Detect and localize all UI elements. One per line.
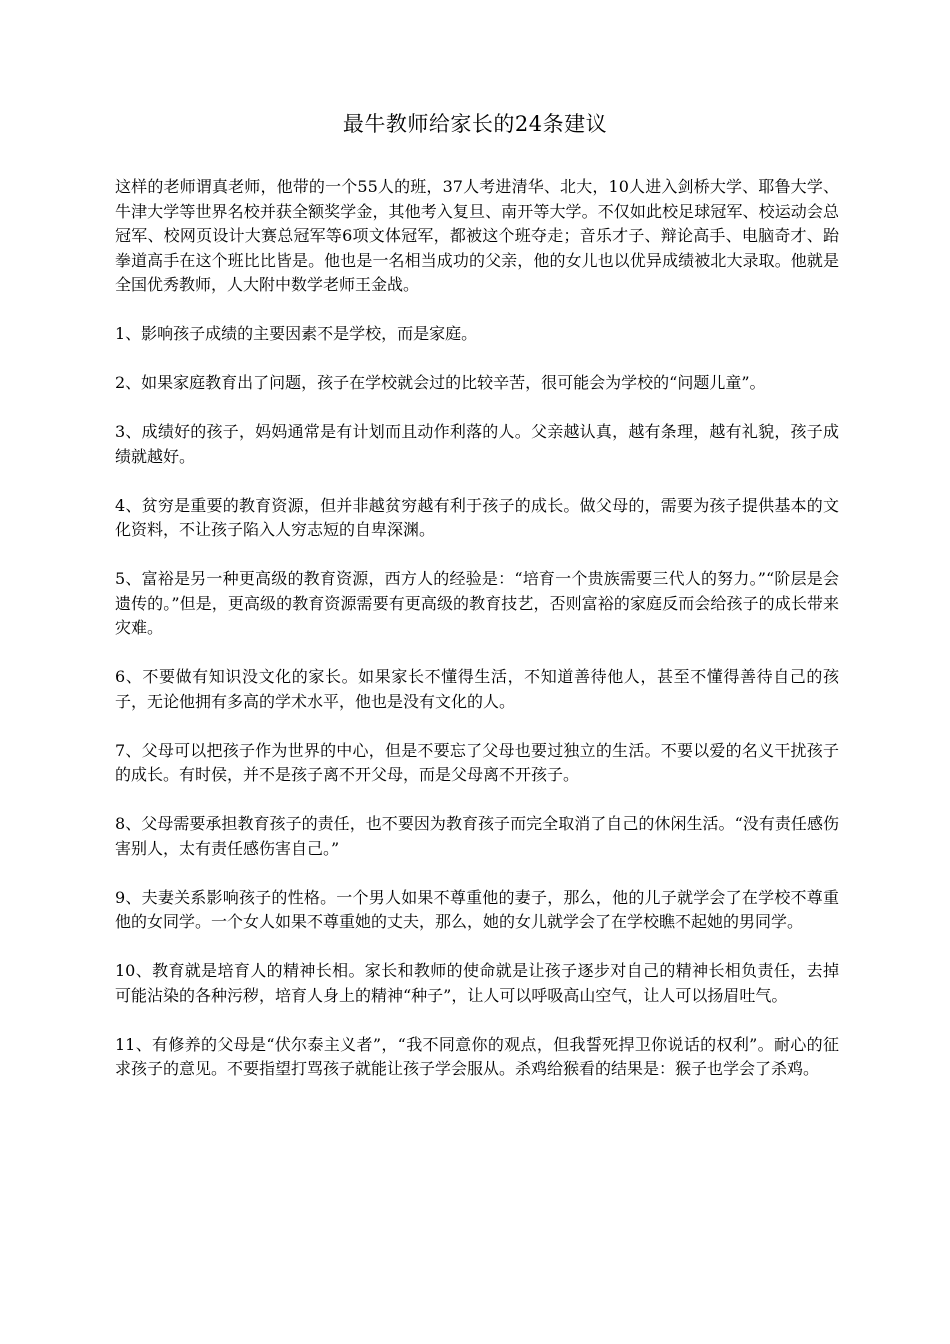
suggestion-item-6: 6、不要做有知识没文化的家长。如果家长不懂得生活，不知道善待他人，甚至不懂得善待自己的孩子，无论他拥有多高的学术水平，他也是没有文化的人。: [115, 667, 839, 711]
suggestion-item-8: 8、父母需要承担教育孩子的责任，也不要因为教育孩子而完全取消了自己的休闲生活。“没有责任感伤害别人，太有责任感伤害自己。”: [115, 814, 839, 858]
suggestion-item-10: 10、教育就是培育人的精神长相。家长和教师的使命就是让孩子逐步对自己的精神长相负责任，去掉可能沾染的各种污秽，培育人身上的精神“种子”，让人可以呼吸高山空气，让人可以扬眉吐气。: [115, 961, 839, 1005]
suggestion-item-5: 5、富裕是另一种更高级的教育资源，西方人的经验是：“培育一个贵族需要三代人的努力。”“阶层是会遗传的。”但是，更高级的教育资源需要有更高级的教育技艺，否则富裕的家庭反而会给孩子的成长带来灾难。: [115, 569, 839, 637]
suggestion-item-2: 2、如果家庭教育出了问题，孩子在学校就会过的比较辛苦，很可能会为学校的“问题儿童”。: [115, 373, 766, 392]
intro-paragraph: 这样的老师谓真老师，他带的一个55人的班，37人考进清华、北大，10人进入剑桥大学、耶鲁大学、牛津大学等世界名校并获全额奖学金，其他考入复旦、南开等大学。不仅如此校足球冠军、校运动会总冠军、校网页设计大赛总冠军等6项文体冠军，都被这个班夺走；音乐才子、辩论高手、电脑奇才、跆拳道高手在这个班比比皆是。他也是一名相当成功的父亲，他的女儿也以优异成绩被北大录取。他就是全国优秀教师，人大附中数学老师王金战。: [115, 177, 839, 294]
suggestion-item-9: 9、夫妻关系影响孩子的性格。一个男人如果不尊重他的妻子，那么，他的儿子就学会了在学校不尊重他的女同学。一个女人如果不尊重她的丈夫，那么，她的女儿就学会了在学校瞧不起她的男同学。: [115, 887, 839, 931]
suggestion-item-7: 7、父母可以把孩子作为世界的中心，但是不要忘了父母也要过独立的生活。不要以爱的名义干扰孩子的成长。有时侯，并不是孩子离不开父母，而是父母离不开孩子。: [115, 740, 839, 784]
document-title: 最牛教师给家长的24条建议: [342, 112, 608, 136]
suggestion-item-1: 1、影响孩子成绩的主要因素不是学校，而是家庭。: [115, 324, 478, 343]
document-body: [115, 175, 839, 1106]
suggestion-item-4: 4、贫穷是重要的教育资源，但并非越贫穷越有利于孩子的成长。做父母的，需要为孩子提供基本的文化资料，不让孩子陷入人穷志短的自卑深渊。: [115, 495, 839, 539]
suggestion-item-11: 11、有修养的父母是“伏尔泰主义者”，“我不同意你的观点，但我誓死捍卫你说话的权利”。耐心的征求孩子的意见。不要指望打骂孩子就能让孩子学会服从。杀鸡给猴看的结果是：猴子也学会了杀鸡。: [115, 1034, 839, 1078]
suggestion-item-3: 3、成绩好的孩子，妈妈通常是有计划而且动作利落的人。父亲越认真，越有条理，越有礼貌，孩子成绩就越好。: [115, 422, 839, 466]
